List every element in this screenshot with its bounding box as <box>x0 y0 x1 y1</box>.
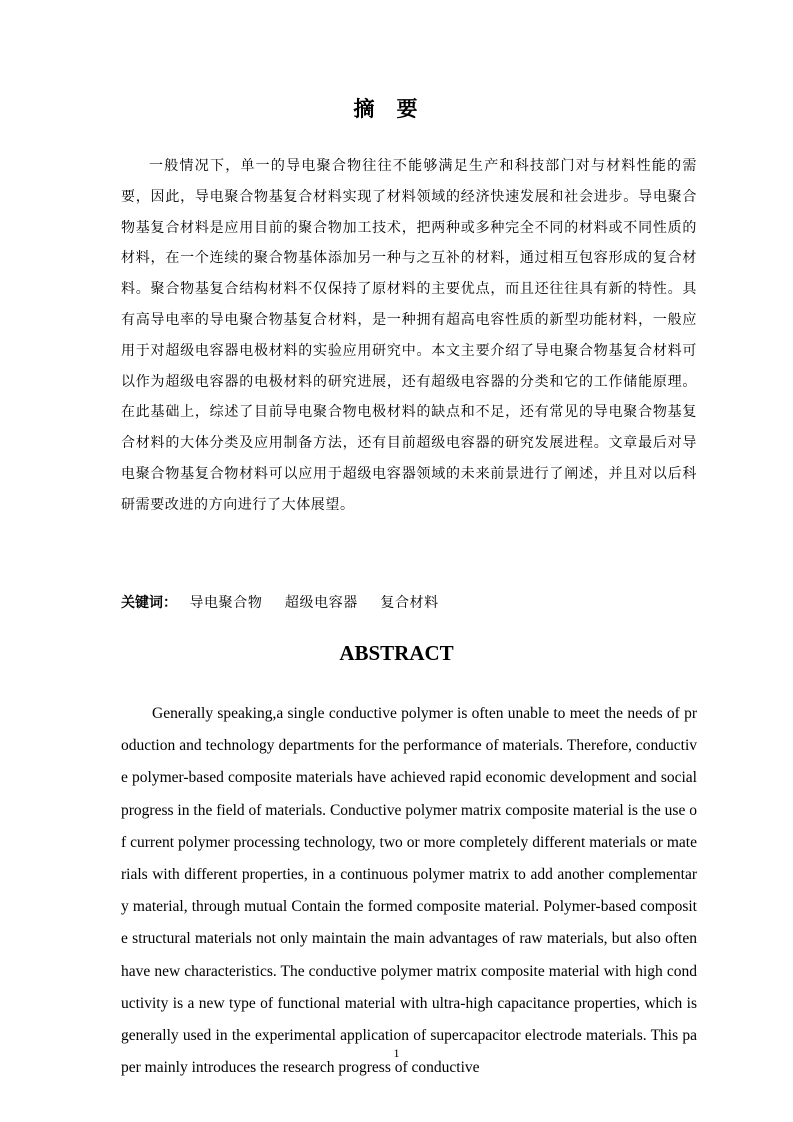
keywords-label: 关键词： <box>121 595 177 611</box>
chinese-abstract-body: 一般情况下，单一的导电聚合物往往不能够满足生产和科技部门对与材料性能的需要，因此，导电聚合物基复合材料实现了材料领域的经济快速发展和社会进步。导电聚合物基复合材料是应用目前的聚合物加工技术，把两种或多种完全不同的材料或不同性质的材料，在一个连续的聚合物基体添加另一种与之互补的材料，通过相互包容形成的复合材料。聚合物基复合结构材料不仅保持了原材料的主要优点，而且还往往具有新的特性。具有高导电率的导电聚合物基复合材料，是一种拥有超高电容性质的新型功能材料，一般应用于对超级电容器电极材料的实验应用研究中。本文主要介绍了导电聚合物基复合材料可以作为超级电容器的电极材料的研究进展，还有超级电容器的分类和它的工作储能原理。在此基础上，综述了目前导电聚合物电极材料的缺点和不足，还有常见的导电聚合物基复合材料的大体分类及应用制备方法，还有目前超级电容器的研究发展进程。文章最后对导电聚合物基复合物材料可以应用于超级电容器领域的未来前景进行了阐述，并且对以后科研需要改进的方向进行了大体展望。 <box>121 158 697 513</box>
page-number: 1 <box>393 1046 400 1060</box>
english-abstract-body: Generally speaking,a single conductive polymer is often unable to meet the needs of production and technology departments for the performance of materials. Therefore, conductive polymer-based composite materials have achieved rapid economic development and social progress in the field of materials. Conductive polymer matrix composite material is the use of current polymer processing technology, two or more completely different materials or materials with different properties, in a continuous polymer matrix to add another complementary material, through mutual Contain the formed composite material. Polymer-based composite structural materials not only maintain the main advantages of raw materials, but also often have new characteristics. The conductive polymer matrix composite material with high conductivity is a new type of functional material with ultra-high capacitance properties, which is generally used in the experimental application of supercapacitor electrode materials. This paper mainly introduces the research progress of conductive <box>121 705 697 1077</box>
chinese-abstract-title: 摘要 <box>353 97 440 121</box>
keyword-item: 复合材料 <box>380 595 439 611</box>
keyword-item: 导电聚合物 <box>189 595 263 611</box>
english-abstract-title: ABSTRACT <box>339 641 454 665</box>
keywords-line <box>121 591 457 615</box>
keyword-item: 超级电容器 <box>284 595 358 611</box>
